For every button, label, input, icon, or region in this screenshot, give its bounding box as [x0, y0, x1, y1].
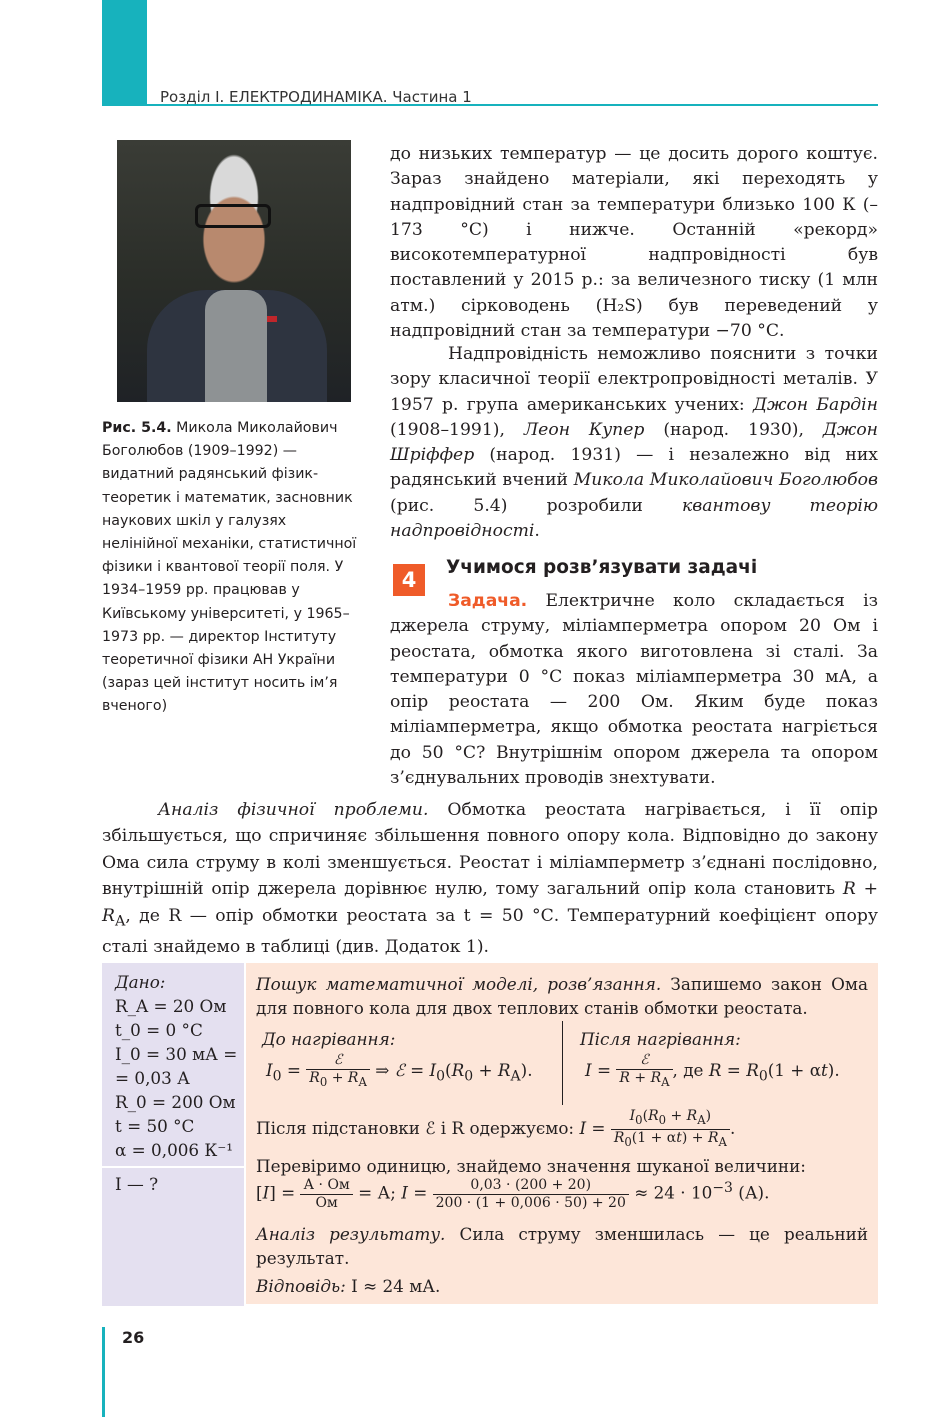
solution-intro-text: Запишемо закон Ома для повного кола для двох теплових станів обмотки реостата.: [256, 974, 868, 1018]
given-line-1: R_A = 20 Ом: [115, 996, 227, 1016]
paragraph-superconductivity-1: до низьких температур — це досить дорого коштує. Зараз знайдено матеріали, які переходять у надпровідний стан за температури близько 100 К (–173 °С) і нижче. Останній «рекорд» високотемпературної надпровідності був поставлений у 2015 р.: за величезного тиску (1 млн атм.) сірководень (H₂S) був переведений у надпровідний стан за температури −70 °С.: [390, 144, 878, 342]
task-label: Задача.: [448, 591, 528, 611]
photo-glasses: [195, 204, 271, 228]
given-line-4: = 0,03 А: [115, 1068, 190, 1088]
given-line-3: I_0 = 30 мА =: [115, 1044, 238, 1064]
figure-caption: [102, 417, 362, 719]
before-heating-label: [262, 1027, 395, 1051]
analysis-formula: R + R: [102, 879, 879, 926]
page-number: 26: [122, 1328, 145, 1347]
section-title: Учимося розв’язувати задачі: [446, 557, 758, 578]
footer-bar: [102, 1327, 105, 1417]
analysis-text-1: Обмотка реостата нагрівається, і її опір збільшується, що спричиняє збільшення повного опору кола. Відповідно до закону Ома сила струму в колі зменшується. Реостат і міліамперметр з’єднані послідовно, внутрішній опір джерела дорівнює нулю, тому загальний опір кола становить: [102, 800, 878, 900]
text-span: (народ. 1931) — і незалежно від них радянський вчений: [390, 445, 878, 491]
unknown-line: I — ?: [115, 1174, 159, 1194]
text-span: (1908–1991),: [390, 419, 524, 440]
formula-after: I = $\frac{\text{ℰ}}{R + R_A}$ , де $R = R_0(1 + \alpha t)$.: [585, 1052, 840, 1089]
answer-lead: Відповідь:: [256, 1276, 346, 1296]
given-title: [115, 970, 165, 994]
given-line-6: t = 50 °С: [115, 1116, 195, 1136]
result-analysis: [256, 1222, 868, 1270]
result-text: Сила струму зменшилась — це реальний результат.: [256, 1224, 869, 1268]
text-span: Надпровідність неможливо пояснити з точки зору класичної теорії електропровідності металів. У 1957 р. група американських учених:: [390, 344, 878, 415]
chapter-tab: [102, 0, 147, 104]
name-bogolyubov: Микола Миколайович Боголюбов: [573, 470, 878, 491]
text-span: (народ. 1930),: [644, 419, 823, 440]
substitution-text: Після підстановки ℰ і R одержуємо:: [256, 1117, 575, 1138]
before-label-text: До нагрівання:: [262, 1029, 396, 1049]
given-line-5: R_0 = 200 Ом: [115, 1092, 236, 1112]
after-label-text: Після нагрівання:: [580, 1029, 741, 1049]
analysis-formula-sub: A: [114, 913, 126, 930]
unit-check-text: Перевіримо одиницю, знайдемо значення шуканої величини:: [256, 1156, 806, 1176]
term-quantum-theory: квантову теорію надпровідності: [390, 495, 878, 542]
section-number-badge: 4: [393, 564, 425, 596]
divider-line: [562, 1021, 563, 1105]
caption-text: Микола Миколайович Боголюбов (1909–1992) — видатний радянський фізик-теоретик і математик, засновник наукових шкіл у галузях нелінійної механіки, статистичної фізики і квантової теорії поля. У 1934–1959 рр. працював у Київському університеті, у 1965–1973 рр. — директор Інституту теоретичної фізики АН України (зараз цей інститут носить ім’я вченого): [102, 420, 357, 715]
result-lead: Аналіз результату.: [256, 1224, 446, 1244]
calculation-line: [I] = $\frac{А \cdot Ом}{Ом}$ = А; I = $\frac{0,03 \cdot (200 + 20)}{200 \cdot (1 + 0,006 \cdot 50) + 20}$ ≈ $24 \cdot 10^{-3}$ (А).: [256, 1176, 770, 1211]
answer-text: I ≈ 24 мА.: [345, 1276, 441, 1296]
answer-line: [256, 1274, 440, 1298]
given-line-7: α = 0,006 К⁻¹: [115, 1140, 234, 1160]
given-line-2: t_0 = 0 °С: [115, 1020, 203, 1040]
name-bardeen: Джон Бардін: [752, 394, 878, 415]
running-header: Розділ І. ЕЛЕКТРОДИНАМІКА. Частина 1: [160, 88, 472, 106]
formula-before: $I_0$ = $\frac{\text{ℰ}}{R_0 + R_A}$ ⇒ ℰ = $I_0(R_0 + R_A)$.: [266, 1052, 533, 1089]
substitution-line: Після підстановки ℰ і R одержуємо: I = $\frac{I_0(R_0 + R_A)}{R_0(1 + \alpha t) + R_A}$ .: [256, 1108, 736, 1149]
analysis-text-2: , де R — опір обмотки реостата за t = 50 °С. Температурний коефіцієнт опору сталі знайдемо в таблиці (див. Додаток 1).: [102, 905, 878, 958]
task-text: Електричне коло складається із джерела струму, міліамперметра опором 20 Ом і реостата, обмотка якого виготовлена зі сталі. За температури 0 °С показ міліамперметра 30 мА, а опір реостата — 200 Ом. Яким буде показ міліамперметра, якщо обмотка реостата нагріється до 50 °С? Внутрішнім опором джерела та опором з’єднувальних проводів знехтувати.: [390, 591, 878, 789]
paragraph-superconductivity-2: [390, 342, 878, 544]
given-title-text: Дано:: [115, 972, 166, 992]
name-cooper: Леон Купер: [523, 419, 645, 440]
task-paragraph: [390, 589, 878, 791]
figure-link[interactable]: (рис. 5.4) розробили: [390, 495, 682, 516]
name-schrieffer: Джон Шріффер: [390, 419, 878, 466]
caption-label: Рис. 5.4.: [102, 420, 172, 436]
photo-sweater: [205, 290, 267, 402]
text-span: .: [534, 521, 540, 542]
analysis-paragraph: [102, 797, 878, 961]
after-heating-label: [580, 1027, 741, 1051]
solution-lead: Пошук математичної моделі, розв’язання.: [256, 974, 662, 994]
portrait-photo: [117, 140, 351, 402]
analysis-lead: Аналіз фізичної проблеми.: [158, 800, 429, 820]
photo-badge: [267, 316, 277, 322]
solution-intro: [256, 972, 868, 1020]
